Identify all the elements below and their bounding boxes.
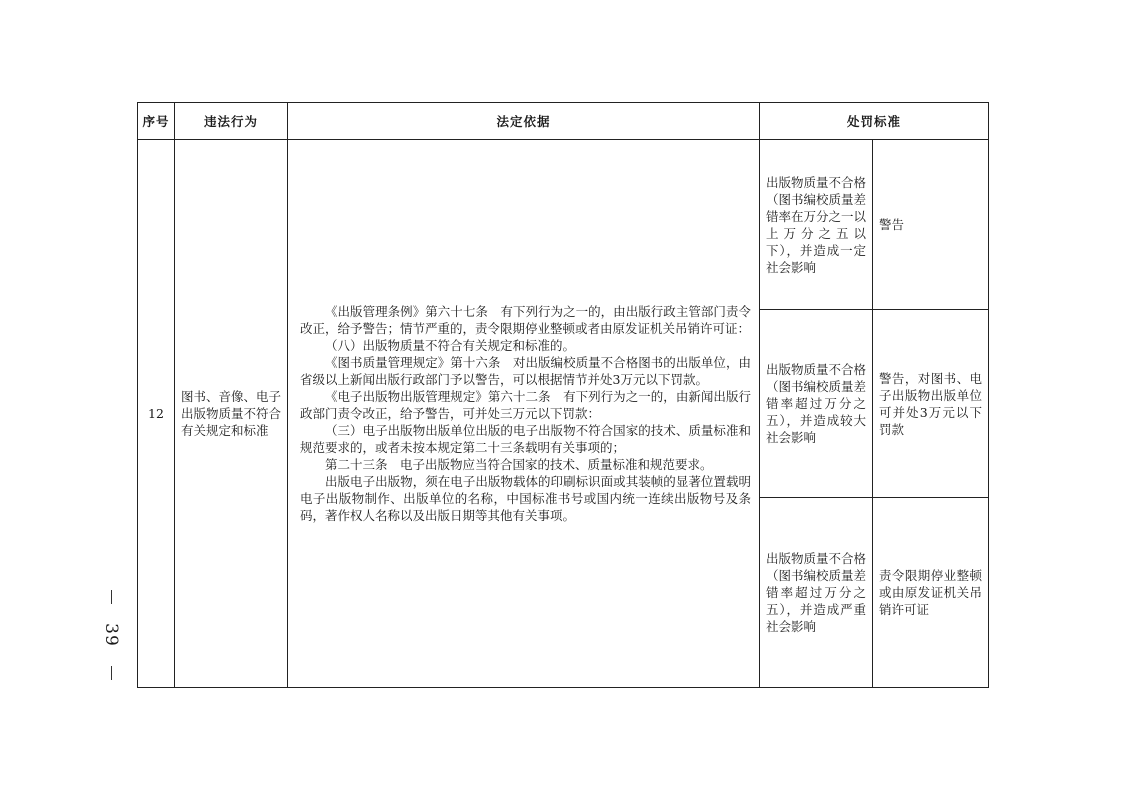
table-header-row <box>138 103 989 140</box>
page-number-dash-bottom <box>111 666 112 680</box>
basis-paragraph: 《出版管理条例》第六十七条 有下列行为之一的，由出版行政主管部门责令改正，给予警告；情节严重的，责令限期停业整顿或者由原发证机关吊销许可证： <box>300 304 751 336</box>
page-number-text: 39 <box>100 623 121 647</box>
penalty-table <box>137 102 989 688</box>
header-seq: 序号 <box>138 103 175 140</box>
standard-condition: 出版物质量不合格（图书编校质量差错率超过万分之五），并造成严重社会影响 <box>760 498 873 688</box>
standard-penalty: 警告，对图书、电子出版物出版单位可并处3万元以下罚款 <box>873 310 989 498</box>
table-row <box>138 140 989 310</box>
row-basis <box>288 140 760 688</box>
basis-paragraph: （三）电子出版物出版单位出版的电子出版物不符合国家的技术、质量标准和规范要求的，或者未按本规定第二十三条载明有关事项的； <box>300 423 751 455</box>
header-standard: 处罚标准 <box>760 103 989 140</box>
header-act: 违法行为 <box>175 103 288 140</box>
header-basis: 法定依据 <box>288 103 760 140</box>
page-number-dash-top <box>111 590 112 604</box>
standard-condition: 出版物质量不合格（图书编校质量差错率超过万分之五），并造成较大社会影响 <box>760 310 873 498</box>
basis-paragraph: 《电子出版物出版管理规定》第六十二条 有下列行为之一的，由新闻出版行政部门责令改正，给予警告，可并处三万元以下罚款： <box>300 389 751 421</box>
basis-paragraph: 出版电子出版物，须在电子出版物载体的印刷标识面或其装帧的显著位置载明电子出版物制作、出版单位的名称，中国标准书号或国内统一连续出版物号及条码，著作权人名称以及出版日期等其他有关事项。 <box>300 474 751 523</box>
basis-paragraph: 《图书质量管理规定》第十六条 对出版编校质量不合格图书的出版单位，由省级以上新闻出版行政部门予以警告，可以根据情节并处3万元以下罚款。 <box>300 355 751 387</box>
row-seq: 12 <box>138 140 175 688</box>
basis-paragraph: 第二十三条 电子出版物应当符合国家的技术、质量标准和规范要求。 <box>325 457 713 472</box>
standard-penalty: 警告 <box>873 140 989 310</box>
standard-condition: 出版物质量不合格（图书编校质量差错率在万分之一以上万分之五以下），并造成一定社会影响 <box>760 140 873 310</box>
standard-penalty: 责令限期停业整顿或由原发证机关吊销许可证 <box>873 498 989 688</box>
page-number <box>96 590 126 680</box>
basis-paragraph: （八）出版物质量不符合有关规定和标准的。 <box>325 338 576 353</box>
row-act: 图书、音像、电子出版物质量不符合有关规定和标准 <box>175 140 288 688</box>
